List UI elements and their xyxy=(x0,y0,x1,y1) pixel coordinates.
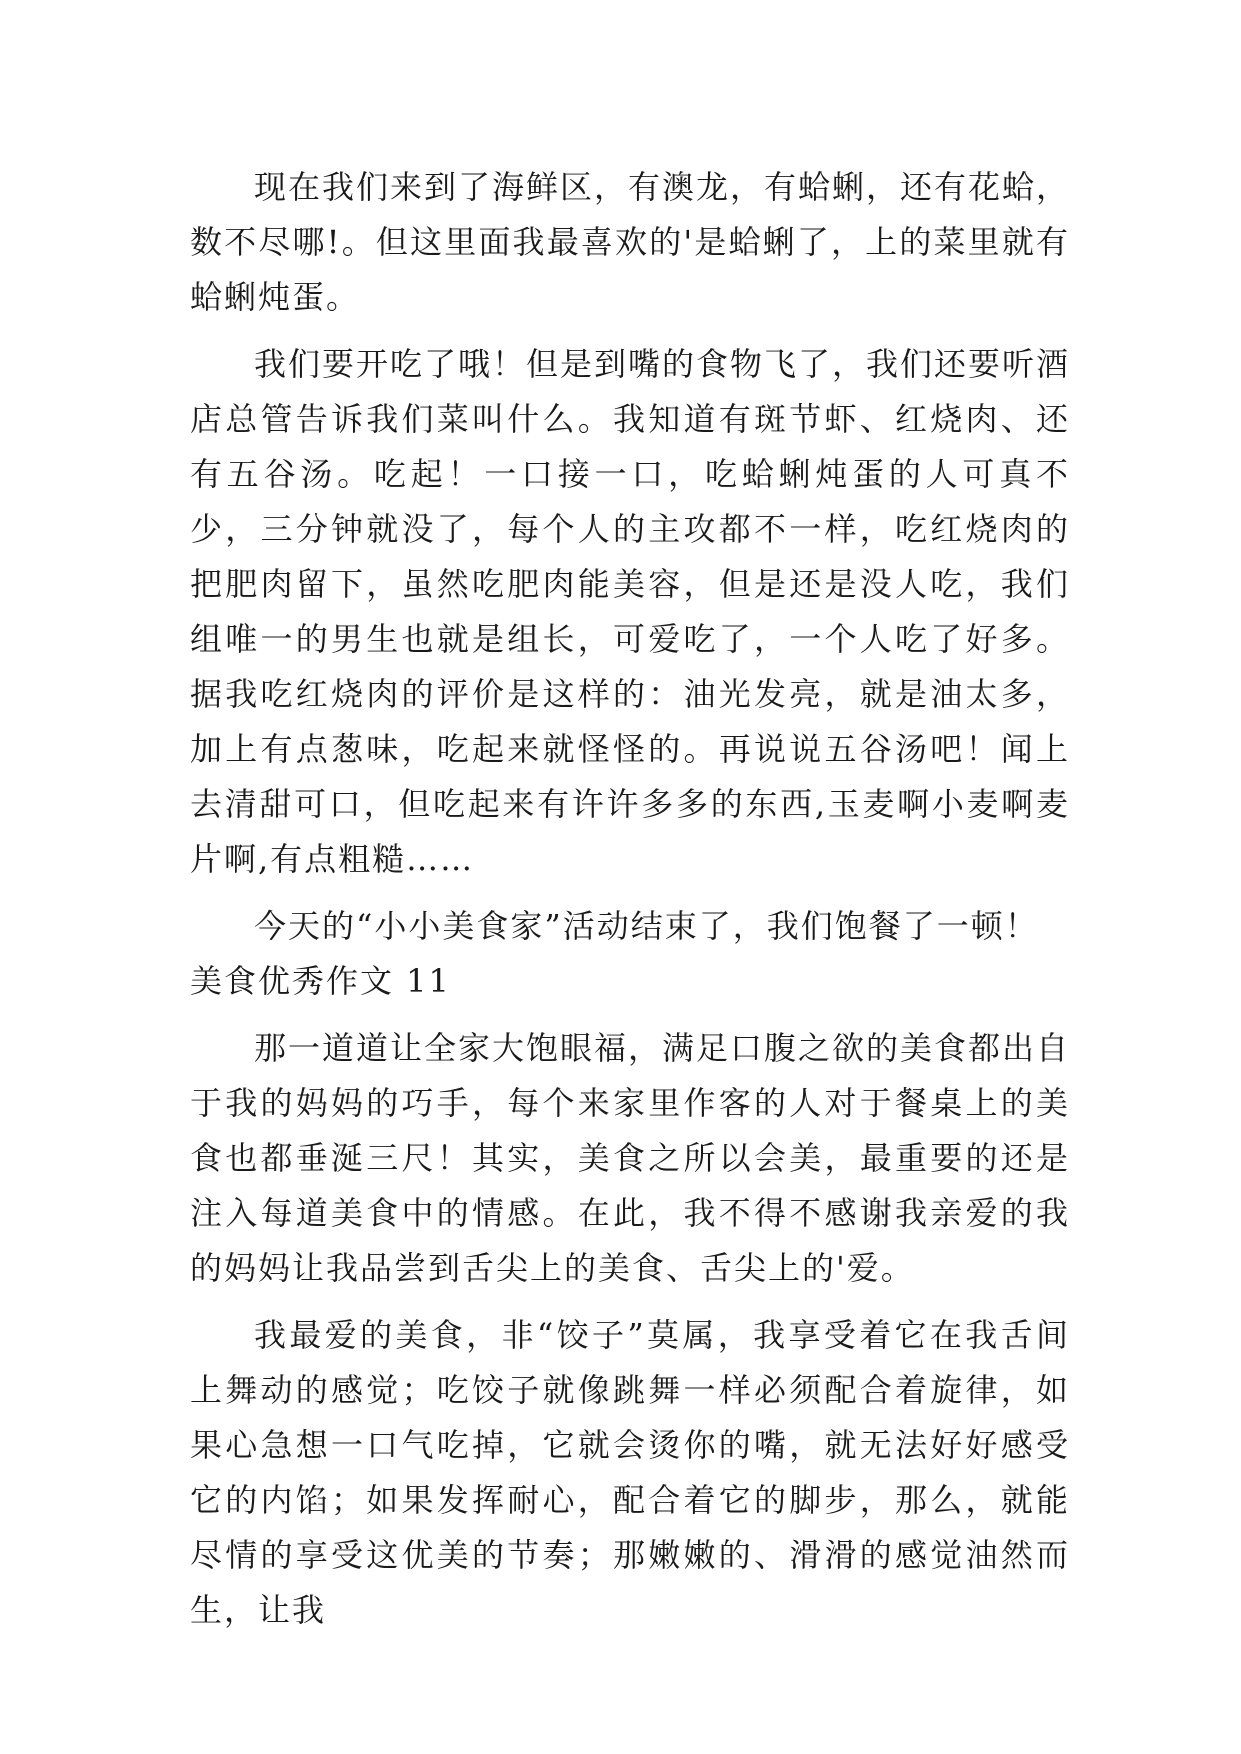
paragraph-eating: 我们要开吃了哦！但是到嘴的食物飞了，我们还要听酒店总管告诉我们菜叫什么。我知道有斑节虾、红烧肉、还有五谷汤。吃起！一口接一口，吃蛤蜊炖蛋的人可真不少，三分钟就没了，每个人的主攻都不一样，吃红烧肉的把肥肉留下，虽然吃肥肉能美容，但是还是没人吃，我们组唯一的男生也就是组长，可爱吃了，一个人吃了好多。据我吃红烧肉的评价是这样的：油光发亮，就是油太多，加上有点葱味，吃起来就怪怪的。再说说五谷汤吧！闻上去清甜可口，但吃起来有许许多多的东西,玉麦啊小麦啊麦片啊,有点粗糙…… xyxy=(190,345,1071,878)
document-body xyxy=(190,160,1070,1650)
paragraph-dumplings: 我最爱的美食，非“饺子”莫属，我享受着它在我舌间上舞动的感觉；吃饺子就像跳舞一样必须配合着旋律，如果心急想一口气吃掉，它就会烫你的嘴，就无法好好感受它的内馅；如果发挥耐心，配合着它的脚步，那么，就能尽情的享受这优美的节奏；那嫩嫩的、滑滑的感觉油然而生，让我 xyxy=(190,1316,1070,1629)
paragraph-conclusion: 今天的“小小美食家”活动结束了，我们饱餐了一顿！ xyxy=(254,907,1039,945)
essay-heading: 美食优秀作文 11 xyxy=(190,962,451,1000)
paragraph-mother-cooking: 那一道道让全家大饱眼福，满足口腹之欲的美食都出自于我的妈妈的巧手，每个来家里作客的人对于餐桌上的美食也都垂涎三尺！其实，美食之所以会美，最重要的还是注入每道美食中的情感。在此，我不得不感谢我亲爱的我的妈妈让我品尝到舌尖上的美食、舌尖上的'爱。 xyxy=(190,1029,1071,1287)
paragraph-seafood: 现在我们来到了海鲜区，有澳龙，有蛤蜊，还有花蛤，数不尽哪!。但这里面我最喜欢的'是蛤蜊了，上的菜里就有蛤蜊炖蛋。 xyxy=(190,168,1071,316)
